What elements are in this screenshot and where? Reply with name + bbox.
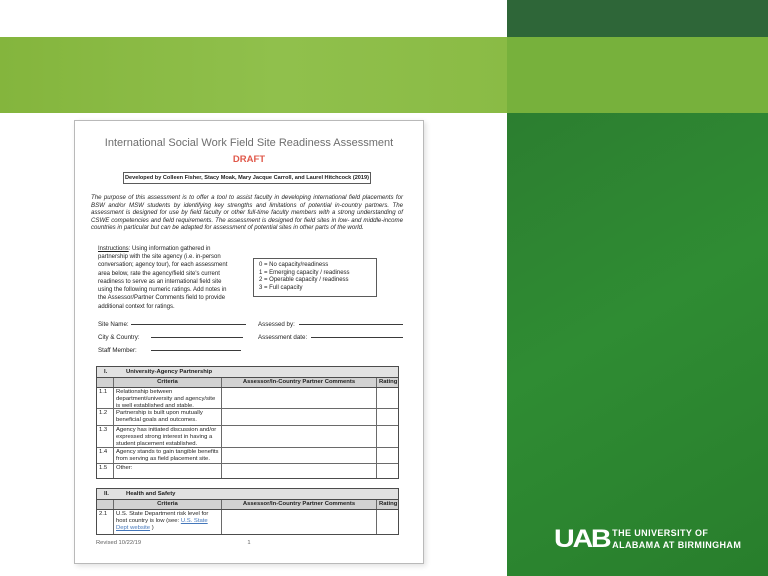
row-comments-cell [222, 409, 377, 425]
row-criteria: Other: [114, 464, 222, 478]
header-blank [97, 500, 114, 509]
row-rating-cell [377, 448, 398, 463]
section2-number: II. [104, 491, 109, 497]
table-row [97, 448, 398, 464]
table-row [97, 388, 398, 409]
table2-column-headers [97, 500, 398, 510]
right-green-panel [507, 113, 768, 576]
row-comments-cell [222, 510, 377, 534]
rating-scale-box [253, 258, 377, 297]
instructions-text: : Using information gathered in partnership with the site agency (i.e. in-person conversation; agency tour), for each assessment area below, rate the agency/field site's current readiness to serve as an international field site using the following numeric ratings. Add notes in the Assessor/Partner Comments field to provide additional context for ratings. [98, 246, 228, 310]
draft-label: DRAFT [232, 154, 266, 165]
rating-scale-3: 3 = Full capacity [259, 285, 303, 292]
assessment-date-line [311, 330, 403, 338]
uab-logo-line2: ALABAMA AT BIRMINGHAM [612, 539, 742, 550]
row-criteria: Agency has initiated discussion and/or expressed strong interest in having a student placement established. [114, 426, 222, 447]
header-comments: Assessor/In-Country Partner Comments [222, 378, 377, 387]
row-number: 2.1 [97, 510, 114, 534]
table-row [97, 510, 398, 534]
row-rating-cell [377, 426, 398, 447]
row-rating-cell [377, 388, 398, 408]
header-comments: Assessor/In-Country Partner Comments [222, 500, 377, 509]
staff-member-line [151, 343, 241, 351]
revised-date: Revised 10/22/19 [96, 540, 142, 546]
row-comments-cell [222, 388, 377, 408]
table-row [97, 409, 398, 426]
document-title: International Social Work Field Site Readiness Assessment [104, 137, 394, 149]
row-rating-cell [377, 464, 398, 478]
rating-scale-0: 0 = No capacity/readiness [259, 262, 329, 268]
state-dept-website-link[interactable]: U.S. State Dept website [116, 517, 208, 531]
uab-monogram-icon: UAB [554, 525, 610, 553]
uab-logo-line1: THE UNIVERSITY OF [612, 528, 709, 539]
green-accent-band [0, 37, 768, 113]
row-rating-cell [377, 510, 398, 534]
row-comments-cell [222, 426, 377, 447]
city-country-line [151, 330, 243, 338]
page-number: 1 [247, 540, 251, 546]
table-university-agency-partnership [96, 366, 399, 479]
row-number: 1.5 [97, 464, 114, 478]
developed-by-box: Developed by Colleen Fisher, Stacy Moak, Mary Jacque Carroll, and Laurel Hitchcock (2019) [123, 172, 371, 184]
section2-title: Health and Safety [126, 491, 176, 497]
criteria-text-pre: U.S. State Department risk level for host country is low (see: [116, 510, 209, 524]
header-blank [97, 378, 114, 387]
row-criteria: Relationship between department/university and agency/site is well established and stable. [114, 388, 222, 408]
site-name-label: Site Name: [98, 321, 129, 328]
instructions-paragraph [98, 245, 229, 311]
table-health-and-safety [96, 488, 399, 535]
assessed-by-label: Assessed by: [258, 321, 295, 328]
rating-scale-1: 1 = Emerging capacity / readiness [259, 269, 350, 276]
header-criteria: Criteria [114, 378, 222, 387]
top-right-dark-green-block [507, 0, 768, 37]
table1-column-headers [97, 378, 398, 388]
instructions-label: Instructions [98, 246, 129, 252]
row-comments-cell [222, 448, 377, 463]
header-criteria: Criteria [114, 500, 222, 509]
table-row [97, 426, 398, 448]
row-comments-cell [222, 464, 377, 478]
rating-scale-2: 2 = Operable capacity / readiness [259, 277, 349, 284]
section1-header [97, 367, 398, 378]
row-number: 1.1 [97, 388, 114, 408]
city-country-label: City & Country: [98, 334, 140, 341]
row-number: 1.3 [97, 426, 114, 447]
assessed-by-line [299, 317, 403, 325]
assessment-date-label: Assessment date: [258, 334, 308, 341]
criteria-text-post: ) [150, 524, 154, 531]
purpose-paragraph: The purpose of this assessment is to offer a tool to assist faculty in developing international field placements for BSW and/or MSW students by identifying key strengths and limitations of potential in-country partners. The assessment is designed for use by field faculty or other full-time faculty members with a strong understanding of CSWE competencies and field requirements. The assessment is designed for field sites in low- and middle-income countries in particular but can be adapted for assessment of potential sites in other parts of the world. [91, 194, 403, 232]
site-name-line [131, 317, 246, 325]
document-page [74, 120, 424, 564]
uab-logo [554, 527, 741, 552]
green-band-right-segment [507, 37, 768, 113]
row-rating-cell [377, 409, 398, 425]
uab-logo-text [612, 528, 741, 551]
section1-title: University-Agency Partnership [126, 369, 213, 375]
row-criteria [114, 510, 222, 534]
staff-member-label: Staff Member: [98, 347, 137, 354]
row-criteria: Agency stands to gain tangible benefits from serving as field placement site. [114, 448, 222, 463]
row-number: 1.2 [97, 409, 114, 425]
green-band-left-segment [0, 37, 507, 113]
header-rating: Rating [379, 379, 398, 385]
section1-number: I. [104, 369, 108, 375]
header-rating: Rating [379, 501, 398, 507]
table-row [97, 464, 398, 478]
section2-header [97, 489, 398, 500]
row-number: 1.4 [97, 448, 114, 463]
row-criteria: Partnership is built upon mutually beneficial goals and outcomes. [114, 409, 222, 425]
